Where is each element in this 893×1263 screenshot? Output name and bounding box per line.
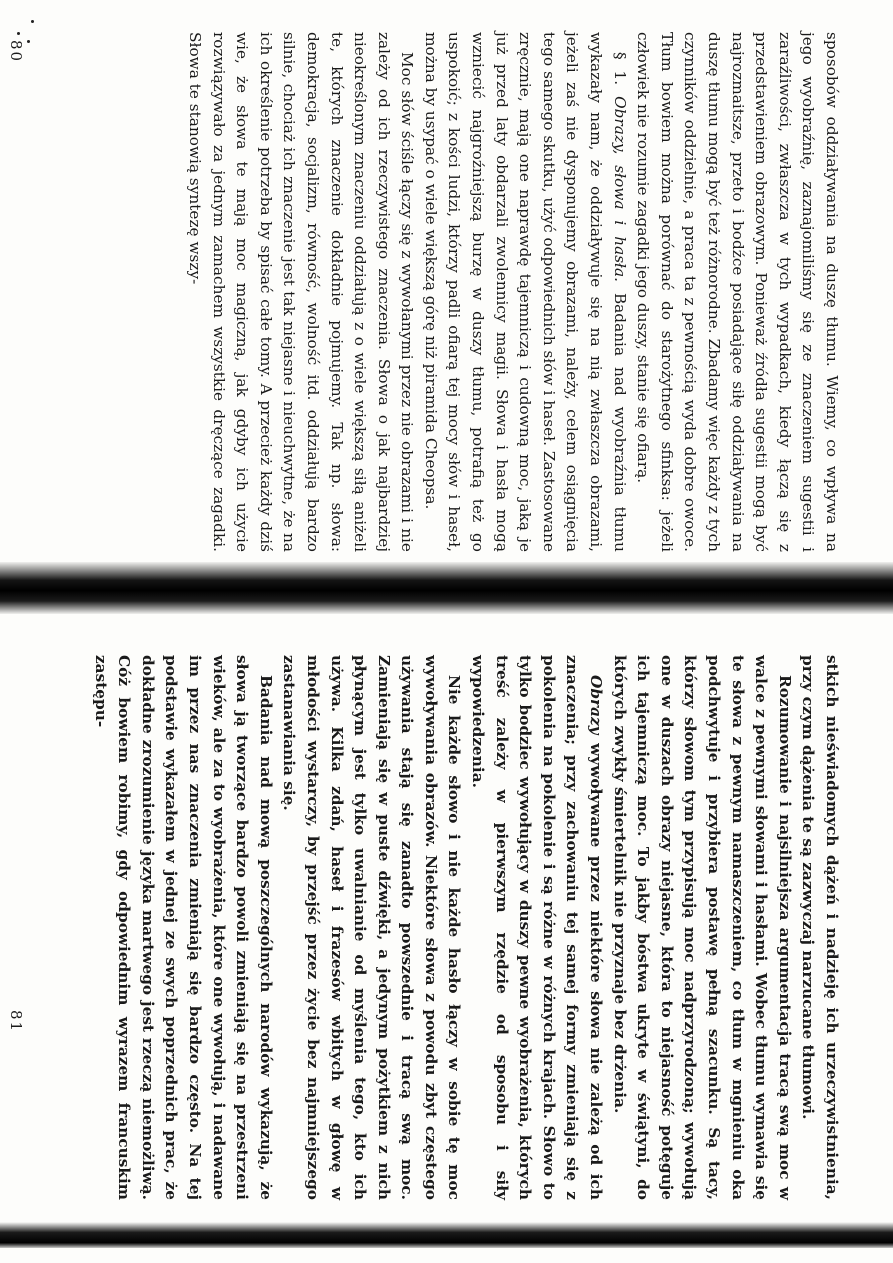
paragraph: Obrazy wywoływane przez niektóre słowa nie zależą od ich znaczenia; przy zachowaniu tej samej formy zmieniają się z pokolenia na pokolenie i są różne w różnych krajach. Słowo to tylko bodziec wywołujący w duszy pewne wyobrażenia, których treść zależy w pierwszym rzędzie od sposobu i siły wypowiedzenia. (469, 655, 606, 1200)
paragraph: stkich nieświadomych dążeń i nadzieję ich urzeczywistnienia, przy czym dążenia te są zazwyczaj narzucane tłumowi. (799, 655, 841, 1200)
page-number: 81 (7, 1010, 25, 1034)
right-page (0, 615, 893, 1263)
italic-word: Obrazy (587, 675, 606, 735)
section-title: Obrazy, słowa i hasła. (610, 96, 629, 283)
right-page-text (88, 655, 843, 1200)
dust-specks (8, 18, 38, 48)
left-page-text (182, 32, 843, 552)
binding-shadow (0, 562, 893, 614)
paragraph-body: Badania nad wyobraźnia tłumu wykazały nam, że oddziaływuje się na nią zwłaszcza obrazami, jeżeli zaś nie dysponujemy obrazami, należy, celem osiągnięcia tego samego skutku, użyć odpowiednich słów i haseł. Zastosowane zręcznie, mają one naprawdę tajemniczą i cudowną moc, jaką je już przed laty obdarzali zwolennicy magii. Słowa i hasła mogą wzniecić najgroźniejszą burzę w duszy tłumu, potrafią też go uspokoić; z kości ludzi, którzy padli ofiarą tej mocy słów i haseł, można by usypać o wiele większą górę niż piramida Cheopsa. (421, 32, 629, 552)
paragraph: Nie każde słowo i nie każde hasło łączy w sobie tę moc wywoływania obrazów. Niektóre słowa z powodu zbyt częstego używania stają się zanadto powszednie i tracą swą moc. Zamieniają się w puste dźwięki, a jedynym pożytkiem z nich płynącym jest tylko uwalnianie od myślenia tego, kto ich używa. Kilka zdań, haseł i frazesów wbitych w głowę w młodości wystarczy, by przejść przez życie bez najmniejszego zastanawiania się. (280, 655, 464, 1200)
scan-edge-shadow (0, 1222, 893, 1248)
page-number: 80 (7, 40, 25, 64)
left-page (0, 0, 893, 585)
section-label: § 1. (610, 52, 629, 86)
section-paragraph (418, 32, 630, 552)
paragraph: Badania nad mową poszczególnych narodów wykazują, że słowa ją tworzące bardzo powoli zmieniają się na przestrzeni wieków, ale za to wyobrażenia, które one wywołują, i nadawane im przez nas znaczenia zmieniają się bardzo często. Na tej podstawie wykazałem w jednej ze swych poprzednich prac, że dokładne zrozumienie języka martwego jest rzeczą niemożliwą. Cóż bowiem robimy, gdy odpowiednim wyrazem francuskim zastępu- (91, 655, 275, 1200)
paragraph: sposobów oddziaływania na duszę tłumu. Wiemy, co wpływa na jego wyobraźnię, zaznajomiliśmy się ze znaczeniem sugestii i zaraźliwości, zwłaszcza w tych wypadkach, kiedy łączą się z przedstawieniem obrazowym. Ponieważ źródła sugestii mogą być najrozmaitsze, przeto i bodźce posiadające siłę oddziaływania na duszę tłumu mogą być też różnorodne. Zbadamy więc każdy z tych czynników oddzielnie, a praca ta z pewnością wyda dobre owoce. Tłum bowiem można porównać do starożytnego sfinksa: jeżeli człowiek nie rozumie zagadki jego duszy, stanie się ofiarą. (634, 32, 841, 552)
paragraph: Moc słów ściśle łączy się z wywołanymi przez nie obrazami i nie zależy od ich rzeczywistego znaczenia. Słowa o jak najbardziej nieokreślonym znaczeniu oddziałują z o wiele większą siłą aniżeli te, których znaczenie dokładnie pojmujemy. Tak np. słowa: demokracja, socjalizm, równość, wolność itd. oddziałują bardzo silnie, chociaż ich znaczenie jest tak niejasne i nieuchwytne, że na ich określenie potrzeba by spisać całe tomy. A przecież każdy dziś wie, że słowa te mają moc magiczną, jak gdyby ich użycie rozwiązywało za jednym zamachem wszystkie dręczące zagadki. Słowa te stanowią syntezę wszy- (185, 32, 417, 552)
paragraph: Rozumowanie i najsilniejsza argumentacja tracą swą moc w walce z pewnymi słowami i hasłami. Wobec tłumu wymawia się te słowa z pewnym namaszczeniem, co tłum w mgnieniu oka podchwytuje i przybiera postawę pełną szacunku. Są tacy, którzy słowom tym przypisują moc nadprzyrodzoną; wywołują one w duszach obrazy niejasne, która to niejasność potęguje ich tajemniczą moc. To jakby bóstwa ukryte w świątyni, do których zwykły śmiertelnik nie przyznaje bez drżenia. (610, 655, 794, 1200)
